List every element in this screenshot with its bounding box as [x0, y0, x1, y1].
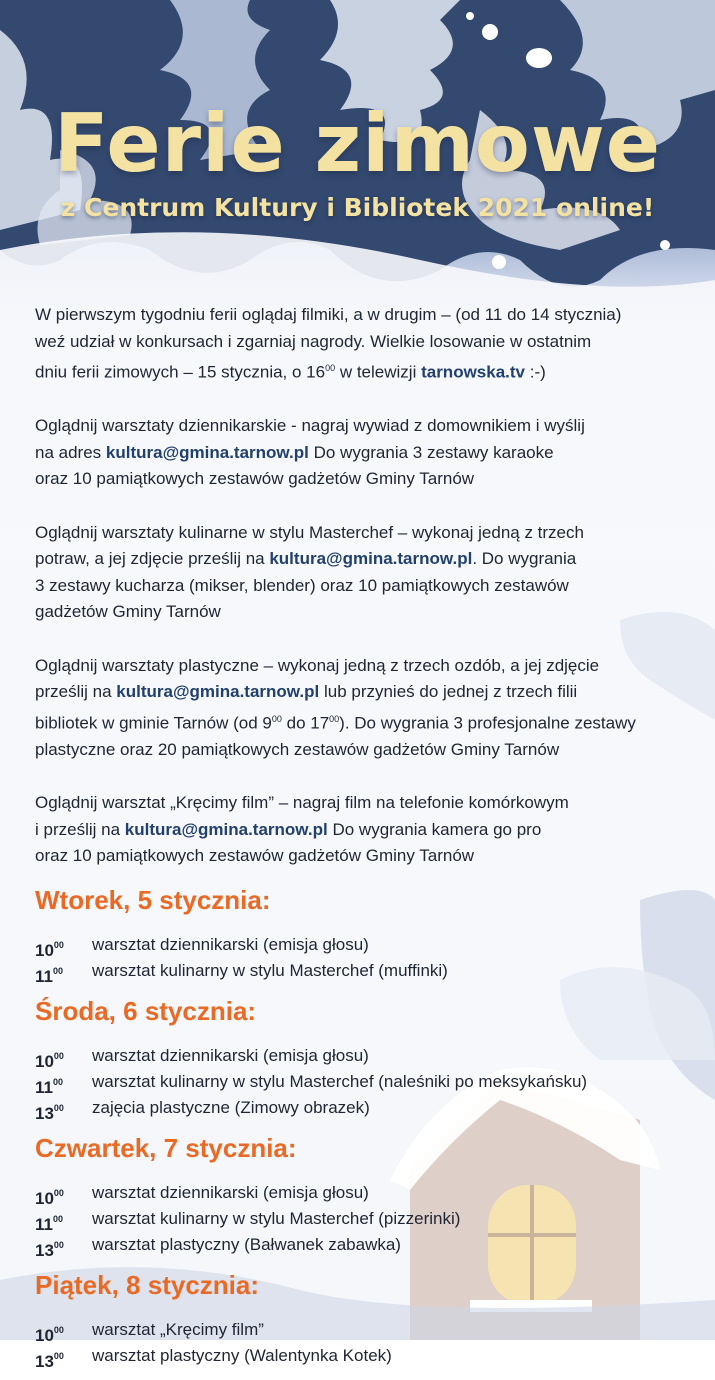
email-link[interactable]: kultura@gmina.tarnow.pl [116, 682, 320, 702]
schedule-day [35, 1132, 685, 1261]
contest-cooking: Oglądnij warsztaty kulinarne w stylu Masterchef – wykonaj jedną z trzech potraw, a jej zdjęcie prześlij na kultura@gmina.tarnow.pl. Do wygrania 3 zestawy kucharza (mikser, blender) oraz 10 pamiątkowych zestawów gadżetów Gminy Tarnów [35, 522, 584, 622]
schedule-row: $10^{00}$ warsztat dziennikarski (emisja głosu) [35, 934, 369, 960]
contest-art: Oglądnij warsztaty plastyczne – wykonaj jedną z trzech ozdób, a jej zdjęcie prześlij na kultura@gmina.tarnow.pl lub przynieś do jednej z trzech filii bibliotek w gminie Tarnów (od $9^{00}$ do $17^{00}$). Do wygrania 3 profesjonalne zestawy plastyczne oraz 20 pamiątkowych zestawów gadżetów Gminy Tarnów [35, 655, 636, 759]
day-heading: Wtorek, 5 stycznia: [35, 884, 271, 915]
day-heading: Środa, 6 stycznia: [35, 995, 257, 1026]
schedule-row: $10^{00}$ warsztat dziennikarski (emisja głosu) [35, 1045, 369, 1071]
day-heading: Piątek, 8 stycznia: [35, 1269, 259, 1300]
day-heading: Czwartek, 7 stycznia: [35, 1132, 297, 1163]
contest-film: Oglądnij warsztat „Kręcimy film” – nagraj film na telefonie komórkowym i prześlij na kultura@gmina.tarnow.pl Do wygrania kamera go pro oraz 10 pamiątkowych zestawów gadżetów Gminy Tarnów [35, 793, 569, 866]
schedule-row: $13^{00}$ zajęcia plastyczne (Zimowy obrazek) [35, 1097, 370, 1123]
email-link[interactable]: kultura@gmina.tarnow.pl [269, 549, 473, 569]
intro-paragraph: W pierwszym tygodniu ferii oglądaj filmiki, a w drugim – (od 11 do 14 stycznia) weź udział w konkursach i zgarniaj nagrody. Wielkie losowanie w ostatnim dniu ferii zimowych – 15 stycznia, o $16^{00}$ w telewizji tarnowska.tv :-) [35, 305, 622, 382]
schedule-row: $11^{00}$ warsztat kulinarny w stylu Masterchef (pizzerinki) [35, 1208, 461, 1234]
schedule-row: $11^{00}$ warsztat kulinarny w stylu Masterchef (muffinki) [35, 960, 448, 986]
email-link[interactable]: kultura@gmina.tarnow.pl [105, 442, 309, 462]
schedule-day [35, 1269, 685, 1372]
schedule-row: $13^{00}$ warsztat plastyczny (Bałwanek zabawka) [35, 1234, 401, 1260]
schedule-day [35, 995, 685, 1124]
schedule-row: $11^{00}$ warsztat kulinarny w stylu Masterchef (naleśniki po meksykańsku) [35, 1071, 588, 1097]
tv-link[interactable]: tarnowska.tv [421, 362, 526, 382]
schedule-row: $10^{00}$ warsztat „Kręcimy film” [35, 1319, 264, 1345]
schedule-row: $10^{00}$ warsztat dziennikarski (emisja głosu) [35, 1182, 369, 1208]
poster-subtitle: z Centrum Kultury i Bibliotek 2021 online! [60, 193, 655, 222]
schedule-row: $13^{00}$ warsztat plastyczny (Walentynka Kotek) [35, 1345, 392, 1371]
schedule-day [35, 884, 685, 987]
email-link[interactable]: kultura@gmina.tarnow.pl [124, 819, 328, 839]
poster-title: Ferie zimowe [53, 97, 662, 190]
contest-journalism: Oglądnij warsztaty dziennikarskie - nagraj wywiad z domownikiem i wyślij na adres kultura@gmina.tarnow.pl Do wygrania 3 zestawy karaoke oraz 10 pamiątkowych zestawów gadżetów Gminy Tarnów [35, 416, 585, 489]
main-content [35, 302, 685, 1380]
